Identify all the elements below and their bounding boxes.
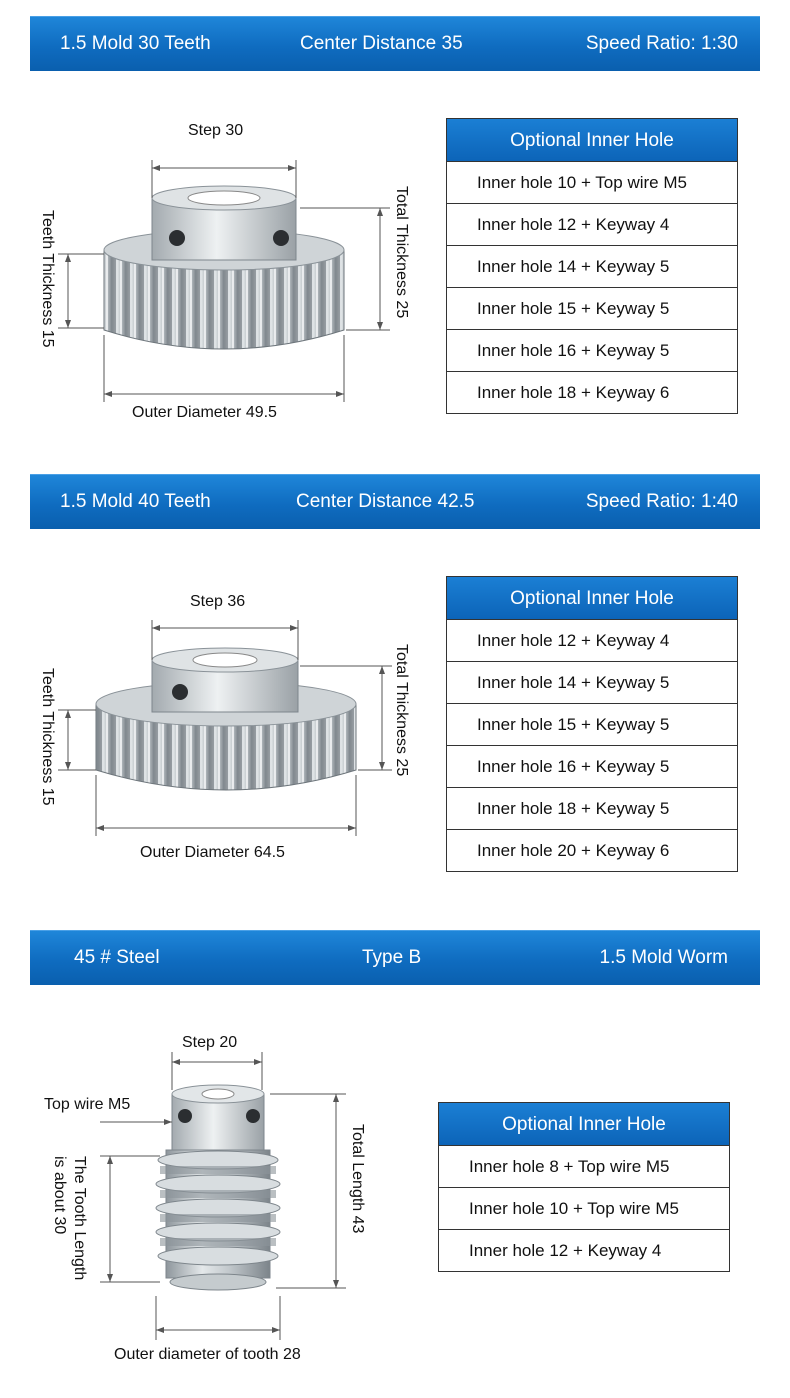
table-header: Optional Inner Hole bbox=[439, 1103, 729, 1146]
table-row: Inner hole 14 + Keyway 5 bbox=[447, 662, 737, 704]
table-row: Inner hole 8 + Top wire M5 bbox=[439, 1146, 729, 1188]
step-label: Step 30 bbox=[188, 122, 244, 139]
step-label: Step 36 bbox=[190, 593, 246, 610]
table-row: Inner hole 15 + Keyway 5 bbox=[447, 288, 737, 330]
worm-body bbox=[156, 1085, 280, 1290]
table-header: Optional Inner Hole bbox=[447, 119, 737, 162]
table-row: Inner hole 18 + Keyway 5 bbox=[447, 788, 737, 830]
banner-material: 45 # Steel bbox=[74, 947, 160, 968]
banner-worm-module: 1.5 Mold Worm bbox=[599, 947, 728, 968]
gear-40-body bbox=[96, 648, 356, 790]
total-thickness-label: Total Thickness 25 bbox=[393, 186, 410, 319]
table-row: Inner hole 12 + Keyway 4 bbox=[447, 620, 737, 662]
table-row: Inner hole 10 + Top wire M5 bbox=[439, 1188, 729, 1230]
outer-diameter-tooth-label: Outer diameter of tooth 28 bbox=[114, 1346, 301, 1363]
banner-module-teeth: 1.5 Mold 30 Teeth bbox=[60, 33, 211, 54]
step-label: Step 20 bbox=[182, 1034, 238, 1051]
table-row: Inner hole 18 + Keyway 6 bbox=[477, 383, 670, 402]
banner-type: Type B bbox=[362, 947, 422, 968]
banner-module-teeth: 1.5 Mold 40 Teeth bbox=[60, 491, 211, 512]
outer-diameter-label: Outer Diameter 64.5 bbox=[140, 844, 285, 861]
table-row: Inner hole 20 + Keyway 6 bbox=[477, 841, 670, 860]
table-row: Inner hole 10 + Top wire M5 bbox=[447, 162, 737, 204]
banner-center-distance: Center Distance 42.5 bbox=[296, 491, 475, 512]
banner-speed-ratio: Speed Ratio: 1:40 bbox=[585, 491, 738, 512]
teeth-thickness-label: Teeth Thickness 15 bbox=[39, 668, 56, 806]
table-header: Optional Inner Hole bbox=[447, 577, 737, 620]
gear-30-body bbox=[104, 186, 344, 349]
inner-hole-table-40 bbox=[446, 576, 738, 872]
tooth-length-label-line1: The Tooth Length bbox=[71, 1156, 88, 1281]
top-wire-label: Top wire M5 bbox=[44, 1096, 131, 1113]
total-thickness-label: Total Thickness 25 bbox=[393, 644, 410, 777]
banner-speed-ratio: Speed Ratio: 1:30 bbox=[585, 33, 738, 54]
section3-banner bbox=[30, 930, 760, 985]
table-row: Inner hole 16 + Keyway 5 bbox=[447, 330, 737, 372]
inner-hole-table-worm bbox=[438, 1102, 730, 1272]
banner-center-distance: Center Distance 35 bbox=[300, 33, 463, 54]
table-row: Inner hole 15 + Keyway 5 bbox=[447, 704, 737, 746]
table-row: Inner hole 16 + Keyway 5 bbox=[447, 746, 737, 788]
outer-diameter-label: Outer Diameter 49.5 bbox=[132, 404, 277, 421]
table-row: Inner hole 14 + Keyway 5 bbox=[447, 246, 737, 288]
section2-banner bbox=[30, 474, 760, 529]
inner-hole-table-30 bbox=[446, 118, 738, 414]
table-row: Inner hole 12 + Keyway 4 bbox=[447, 204, 737, 246]
teeth-thickness-label: Teeth Thickness 15 bbox=[39, 210, 56, 348]
total-length-label: Total Length 43 bbox=[349, 1124, 366, 1234]
tooth-length-label-line2: is about 30 bbox=[51, 1156, 68, 1235]
table-row: Inner hole 12 + Keyway 4 bbox=[469, 1241, 662, 1260]
